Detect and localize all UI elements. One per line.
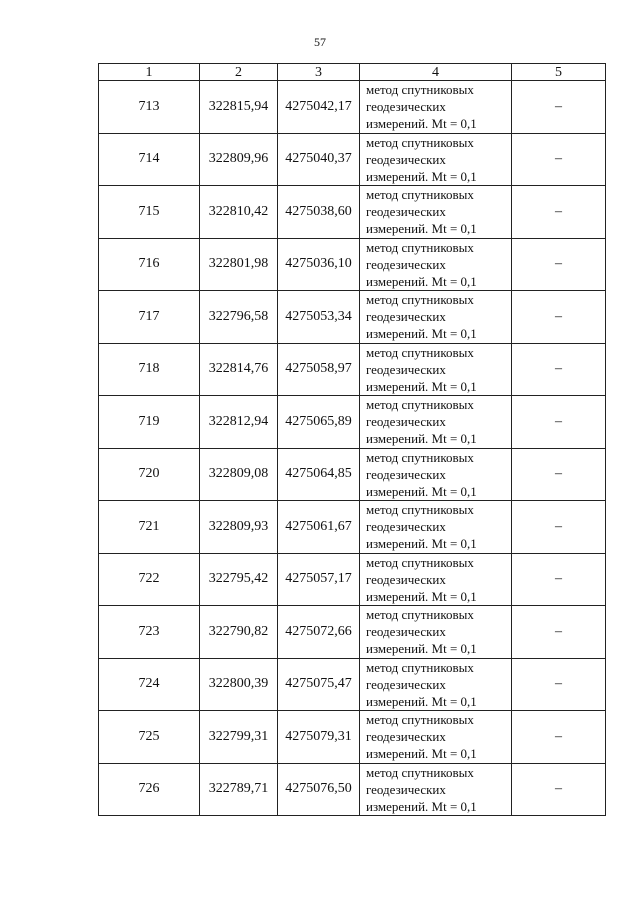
method-line: метод спутниковых [366, 659, 474, 675]
y-coordinate-cell: 4275079,31 [278, 711, 360, 764]
point-number-cell: 718 [99, 343, 200, 396]
point-number-cell: 721 [99, 501, 200, 554]
table-row [99, 711, 606, 764]
method-line: метод спутниковых [366, 502, 474, 518]
table-row [99, 343, 606, 396]
table-row [99, 291, 606, 344]
method-line: геодезических [366, 729, 446, 745]
y-coordinate-cell: 4275064,85 [278, 448, 360, 501]
method-line: измерений. Mt = 0,1 [366, 641, 477, 657]
point-number-cell: 722 [99, 553, 200, 606]
note-cell [512, 291, 606, 344]
method-cell [360, 186, 512, 239]
y-coordinate-cell: 4275075,47 [278, 658, 360, 711]
method-line: измерений. Mt = 0,1 [366, 693, 477, 709]
method-line: метод спутниковых [366, 187, 474, 203]
method-line: измерений. Mt = 0,1 [366, 746, 477, 762]
method-line: метод спутниковых [366, 82, 474, 98]
method-line: метод спутниковых [366, 239, 474, 255]
table-body [99, 81, 606, 816]
x-coordinate-cell: 322789,71 [200, 763, 278, 816]
x-coordinate-cell: 322809,08 [200, 448, 278, 501]
method-line: геодезических [366, 571, 446, 587]
point-number-cell: 725 [99, 711, 200, 764]
point-number-cell: 720 [99, 448, 200, 501]
y-coordinate-cell: 4275057,17 [278, 553, 360, 606]
method-line: измерений. Mt = 0,1 [366, 431, 477, 447]
table-row [99, 606, 606, 659]
method-line: измерений. Mt = 0,1 [366, 588, 477, 604]
x-coordinate-cell: 322796,58 [200, 291, 278, 344]
column-header: 4 [360, 64, 512, 81]
note-cell [512, 186, 606, 239]
table-row [99, 501, 606, 554]
method-cell [360, 553, 512, 606]
method-line: измерений. Mt = 0,1 [366, 798, 477, 814]
y-coordinate-cell: 4275042,17 [278, 81, 360, 134]
method-line: метод спутниковых [366, 292, 474, 308]
x-coordinate-cell: 322809,96 [200, 133, 278, 186]
method-line: метод спутниковых [366, 712, 474, 728]
dash-mark: – [555, 728, 562, 744]
point-number-cell: 724 [99, 658, 200, 711]
method-cell [360, 606, 512, 659]
x-coordinate-cell: 322814,76 [200, 343, 278, 396]
method-line: геодезических [366, 781, 446, 797]
table-row [99, 238, 606, 291]
dash-mark: – [555, 623, 562, 639]
dash-mark: – [555, 308, 562, 324]
method-line: геодезических [366, 204, 446, 220]
method-line: измерений. Mt = 0,1 [366, 378, 477, 394]
note-cell [512, 658, 606, 711]
method-cell [360, 448, 512, 501]
method-line: метод спутниковых [366, 397, 474, 413]
method-line: геодезических [366, 151, 446, 167]
point-number-cell: 714 [99, 133, 200, 186]
note-cell [512, 133, 606, 186]
table-row [99, 133, 606, 186]
y-coordinate-cell: 4275072,66 [278, 606, 360, 659]
dash-mark: – [555, 203, 562, 219]
table-row [99, 448, 606, 501]
table-row [99, 81, 606, 134]
method-line: геодезических [366, 256, 446, 272]
method-line: геодезических [366, 466, 446, 482]
note-cell [512, 396, 606, 449]
method-line: геодезических [366, 361, 446, 377]
method-cell [360, 291, 512, 344]
dash-mark: – [555, 98, 562, 114]
method-cell [360, 133, 512, 186]
method-line: геодезических [366, 676, 446, 692]
x-coordinate-cell: 322799,31 [200, 711, 278, 764]
method-cell [360, 343, 512, 396]
method-line: измерений. Mt = 0,1 [366, 168, 477, 184]
x-coordinate-cell: 322801,98 [200, 238, 278, 291]
column-header: 5 [512, 64, 606, 81]
method-cell [360, 238, 512, 291]
column-header: 2 [200, 64, 278, 81]
method-line: метод спутниковых [366, 607, 474, 623]
x-coordinate-cell: 322812,94 [200, 396, 278, 449]
table-header-row [99, 64, 606, 81]
x-coordinate-cell: 322815,94 [200, 81, 278, 134]
method-line: измерений. Mt = 0,1 [366, 273, 477, 289]
x-coordinate-cell: 322795,42 [200, 553, 278, 606]
method-line: измерений. Mt = 0,1 [366, 326, 477, 342]
method-line: метод спутниковых [366, 344, 474, 360]
method-cell [360, 711, 512, 764]
note-cell [512, 343, 606, 396]
table-row [99, 763, 606, 816]
method-cell [360, 396, 512, 449]
dash-mark: – [555, 256, 562, 272]
y-coordinate-cell: 4275036,10 [278, 238, 360, 291]
point-number-cell: 726 [99, 763, 200, 816]
method-line: геодезических [366, 414, 446, 430]
method-line: геодезических [366, 624, 446, 640]
method-line: геодезических [366, 519, 446, 535]
method-line: метод спутниковых [366, 134, 474, 150]
method-line: метод спутниковых [366, 554, 474, 570]
method-cell [360, 501, 512, 554]
point-number-cell: 719 [99, 396, 200, 449]
note-cell [512, 501, 606, 554]
table-row [99, 186, 606, 239]
dash-mark: – [555, 466, 562, 482]
note-cell [512, 763, 606, 816]
method-line: измерений. Mt = 0,1 [366, 116, 477, 132]
note-cell [512, 448, 606, 501]
y-coordinate-cell: 4275038,60 [278, 186, 360, 239]
method-line: метод спутниковых [366, 449, 474, 465]
point-number-cell: 715 [99, 186, 200, 239]
method-line: измерений. Mt = 0,1 [366, 536, 477, 552]
method-line: метод спутниковых [366, 764, 474, 780]
note-cell [512, 711, 606, 764]
column-header: 1 [99, 64, 200, 81]
point-number-cell: 716 [99, 238, 200, 291]
method-cell [360, 658, 512, 711]
method-cell [360, 81, 512, 134]
dash-mark: – [555, 361, 562, 377]
method-line: геодезических [366, 99, 446, 115]
x-coordinate-cell: 322800,39 [200, 658, 278, 711]
method-line: измерений. Mt = 0,1 [366, 221, 477, 237]
method-cell [360, 763, 512, 816]
y-coordinate-cell: 4275076,50 [278, 763, 360, 816]
x-coordinate-cell: 322809,93 [200, 501, 278, 554]
method-line: геодезических [366, 309, 446, 325]
dash-mark: – [555, 781, 562, 797]
y-coordinate-cell: 4275061,67 [278, 501, 360, 554]
dash-mark: – [555, 571, 562, 587]
method-line: измерений. Mt = 0,1 [366, 483, 477, 499]
dash-mark: – [555, 151, 562, 167]
note-cell [512, 238, 606, 291]
table-row [99, 553, 606, 606]
point-number-cell: 723 [99, 606, 200, 659]
note-cell [512, 81, 606, 134]
note-cell [512, 606, 606, 659]
point-number-cell: 713 [99, 81, 200, 134]
y-coordinate-cell: 4275040,37 [278, 133, 360, 186]
table-row [99, 396, 606, 449]
y-coordinate-cell: 4275053,34 [278, 291, 360, 344]
column-header: 3 [278, 64, 360, 81]
coordinates-table [98, 63, 606, 816]
dash-mark: – [555, 518, 562, 534]
point-number-cell: 717 [99, 291, 200, 344]
x-coordinate-cell: 322810,42 [200, 186, 278, 239]
table-row [99, 658, 606, 711]
y-coordinate-cell: 4275058,97 [278, 343, 360, 396]
dash-mark: – [555, 676, 562, 692]
dash-mark: – [555, 413, 562, 429]
y-coordinate-cell: 4275065,89 [278, 396, 360, 449]
page-number: 57 [314, 35, 326, 49]
note-cell [512, 553, 606, 606]
x-coordinate-cell: 322790,82 [200, 606, 278, 659]
